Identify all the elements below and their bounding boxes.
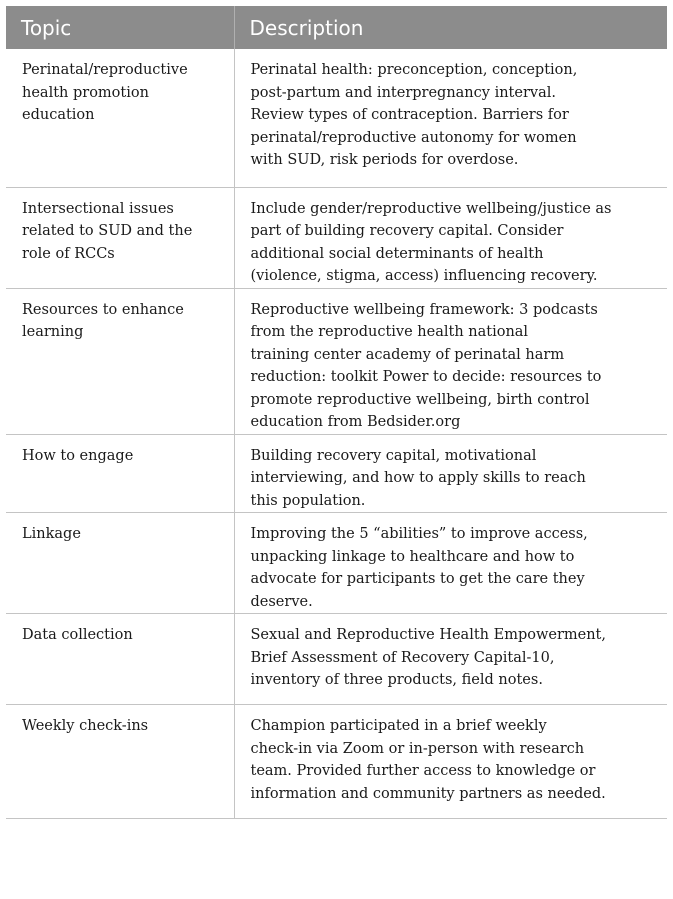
description-cell-line: additional social determinants of health	[250, 245, 544, 262]
description-cell-line: inventory of three products, field notes.	[250, 672, 543, 688]
description-cell	[234, 513, 667, 614]
description-cell-line: team. Provided further access to knowledge or	[250, 763, 596, 779]
topic-cell	[6, 434, 234, 513]
description-cell-line: Reproductive wellbeing framework: 3 podcasts	[250, 301, 598, 318]
description-cell	[234, 49, 667, 187]
topic-cell-line: Resources to enhance	[22, 301, 184, 318]
table-body	[6, 49, 667, 819]
table-row	[6, 513, 667, 614]
description-cell-line: Review types of contraception. Barriers for	[250, 107, 569, 123]
description-cell-line: Brief Assessment of Recovery Capital-10,	[250, 649, 555, 666]
topic-cell	[6, 187, 234, 288]
topic-cell-line: health promotion	[22, 84, 149, 101]
description-cell-line: education from Bedsider.org	[250, 414, 461, 430]
table-row	[6, 187, 667, 288]
topic-cell-line: Perinatal/reproductive	[22, 62, 188, 78]
header-row	[6, 6, 667, 49]
description-cell-line: deserve.	[250, 593, 313, 610]
topic-cell-line: related to SUD and the	[22, 223, 193, 239]
table-row	[6, 614, 667, 705]
description-cell-line: promote reproductive wellbeing, birth control	[250, 391, 590, 408]
description-cell-line: Sexual and Reproductive Health Empowerment,	[250, 627, 606, 643]
description-cell	[234, 434, 667, 513]
description-cell	[234, 705, 667, 819]
description-cell-line: unpacking linkage to healthcare and how to	[250, 548, 575, 565]
description-cell	[234, 614, 667, 705]
description-cell	[234, 288, 667, 434]
description-cell-line: interviewing, and how to apply skills to reach	[250, 470, 586, 486]
topic-cell-line: Data collection	[22, 627, 133, 643]
table-row	[6, 434, 667, 513]
description-cell-line: with SUD, risk periods for overdose.	[250, 152, 519, 168]
description-cell-line: part of building recovery capital. Consider	[250, 223, 564, 239]
description-cell-line: Perinatal health: preconception, conception,	[250, 62, 578, 78]
topic-cell-line: How to engage	[22, 447, 134, 464]
description-cell-line: Improving the 5 “abilities” to improve access,	[250, 526, 588, 542]
topic-cell-line: education	[22, 107, 95, 123]
header-topic: Topic	[6, 6, 234, 49]
description-cell-line: check-in via Zoom or in-person with research	[250, 740, 585, 757]
table-row	[6, 288, 667, 434]
description-cell-line: post-partum and interpregnancy interval.	[250, 84, 556, 101]
description-cell-line: Include gender/reproductive wellbeing/justice as	[250, 200, 612, 217]
description-cell-line: perinatal/reproductive autonomy for women	[250, 129, 577, 146]
topic-cell-line: Intersectional issues	[22, 200, 174, 217]
topic-cell	[6, 49, 234, 187]
topic-cell-line: Linkage	[22, 526, 81, 542]
description-cell-line: Champion participated in a brief weekly	[250, 718, 547, 734]
topic-cell-line: role of RCCs	[22, 245, 115, 262]
topic-cell	[6, 513, 234, 614]
header-description: Description	[234, 6, 667, 49]
topic-cell	[6, 705, 234, 819]
description-cell-line: training center academy of perinatal harm	[250, 346, 565, 363]
description-cell-line: Building recovery capital, motivational	[250, 447, 537, 464]
description-cell-line: advocate for participants to get the care they	[250, 571, 585, 587]
table-row	[6, 705, 667, 819]
description-cell	[234, 187, 667, 288]
description-cell-line: reduction: toolkit Power to decide: resources to	[250, 369, 602, 385]
description-cell-line: information and community partners as needed.	[250, 785, 606, 802]
topic-cell-line: learning	[22, 324, 84, 340]
topic-cell-line: Weekly check-ins	[22, 718, 149, 734]
topics-table	[6, 6, 667, 819]
description-cell-line: from the reproductive health national	[250, 324, 529, 340]
topic-cell	[6, 288, 234, 434]
description-cell-line: this population.	[250, 492, 366, 509]
description-cell-line: (violence, stigma, access) influencing recovery.	[250, 268, 598, 284]
topic-cell	[6, 614, 234, 705]
table-row	[6, 49, 667, 187]
